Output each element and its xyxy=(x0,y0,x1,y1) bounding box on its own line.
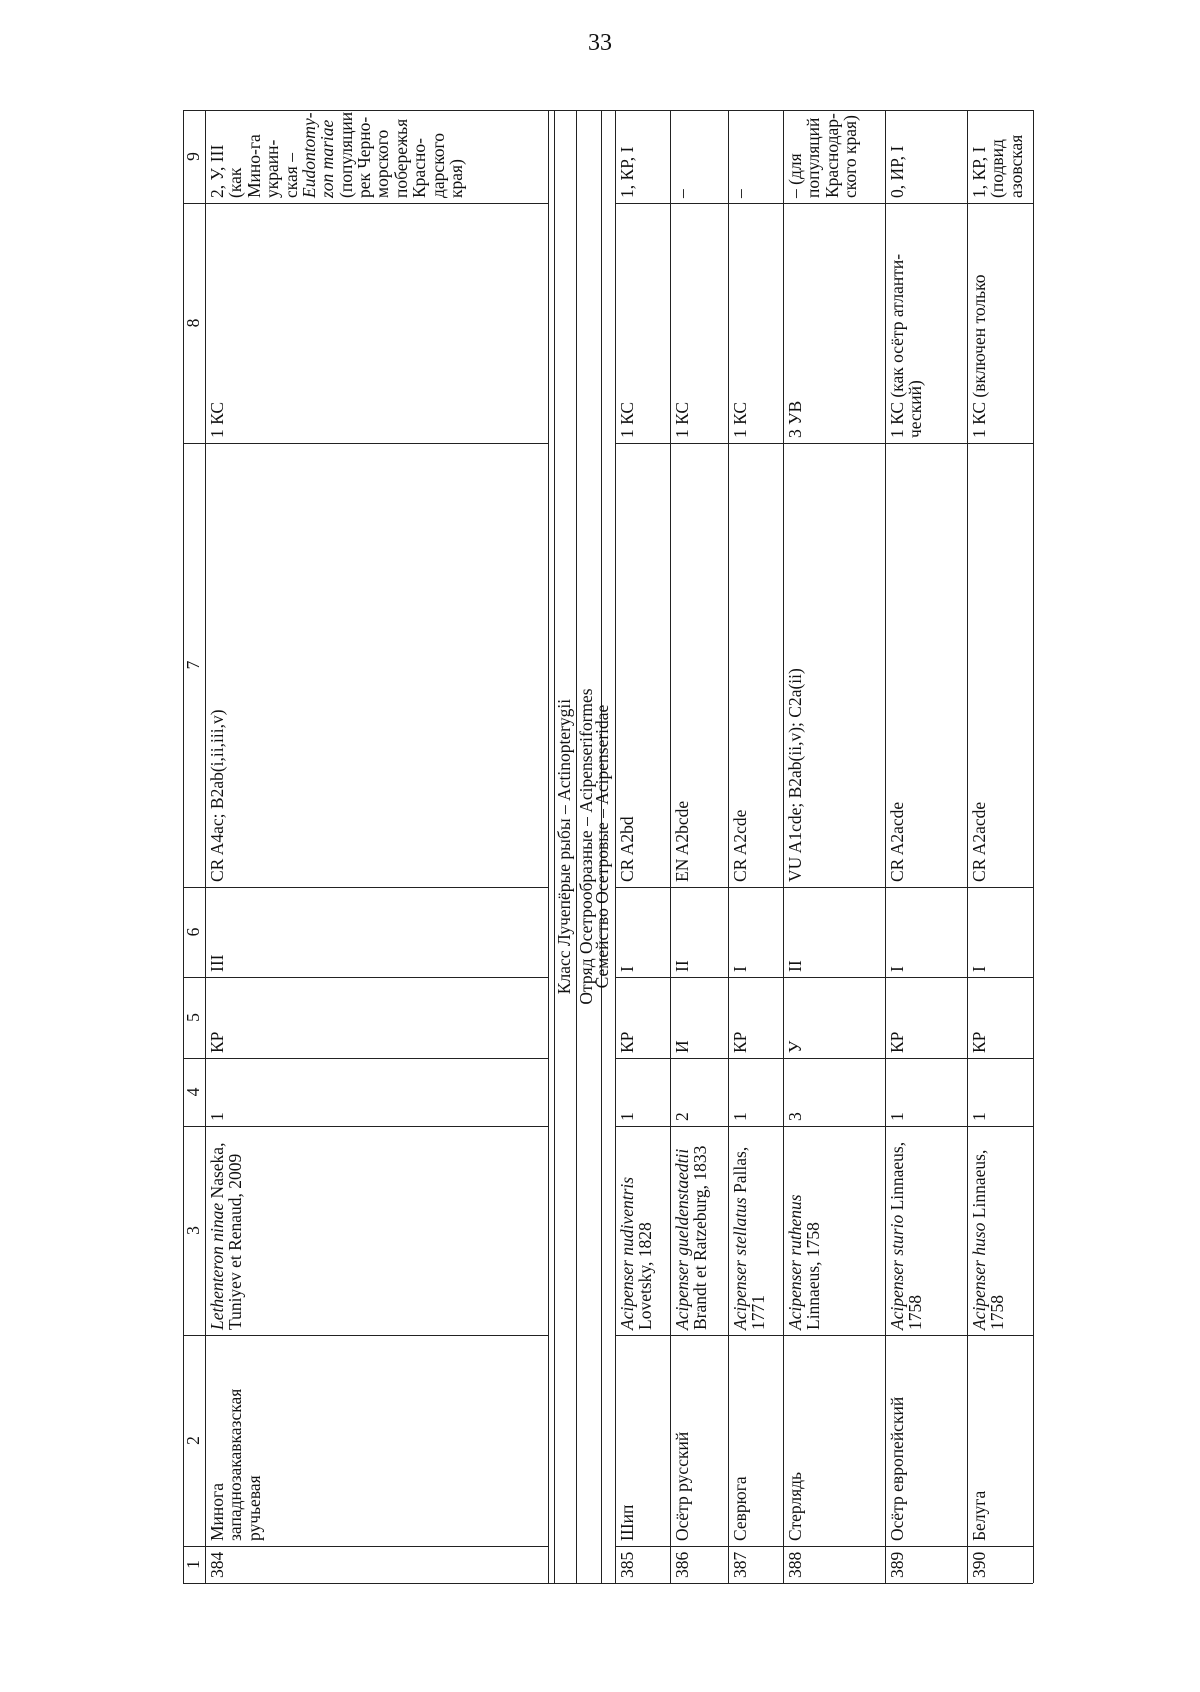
header-cell: 8 xyxy=(183,318,203,328)
row-388-cell: Стерлядь xyxy=(785,1471,805,1541)
row-389-cell: 0, ИР, I xyxy=(887,145,907,198)
header-cell: 7 xyxy=(183,660,203,670)
row-390-cell: Acipenser huso Linnaeus, 1758 xyxy=(969,1149,1008,1330)
row-390-cell: 1 КС (включен только xyxy=(969,274,989,438)
row-385-cell: Acipenser nudiventris Lovetsky, 1828 xyxy=(617,1176,656,1330)
row-388-cell: 3 УВ xyxy=(785,400,805,438)
row-387-cell: Acipenser stellatus Pallas, 1771 xyxy=(730,1146,769,1330)
row-390-cell: 1 xyxy=(969,1112,989,1121)
row-386-cell: 1 КС xyxy=(672,401,692,438)
row-390-cell: КР xyxy=(969,1031,989,1053)
row-388-cell: 3 xyxy=(785,1112,805,1121)
row-385-cell: CR A2bd xyxy=(617,816,637,882)
header-cell: 2 xyxy=(183,1436,203,1445)
row-385-cell: Шип xyxy=(617,1504,637,1541)
row-384-cell: Lethenteron ninae Naseka, Tuniyev et Renaud, 2009 xyxy=(207,1142,246,1330)
row-387-cell: – xyxy=(730,189,750,198)
row-384-cell: III xyxy=(207,954,227,972)
row-386-cell: Осётр русский xyxy=(672,1431,692,1541)
row-384-cell: CR A4ac; B2ab(i,ii,iii,v) xyxy=(207,709,227,882)
order-heading: Отряд Осетрообразные – Acipenseriformes xyxy=(576,688,596,1005)
row-389-cell: CR A2acde xyxy=(887,801,907,882)
row-387-cell: 1 xyxy=(730,1112,750,1121)
row-387-cell: 387 xyxy=(730,1551,750,1578)
row-386-cell: II xyxy=(672,960,692,972)
row-390-cell: CR A2acde xyxy=(969,801,989,882)
row-384-cell: 2, У, III (как Мино-га украин-ская – Eudontomy-zon mariae (популяции рек Черно-морского побережья Красно-дарского края) xyxy=(207,111,466,198)
header-cell: 4 xyxy=(183,1087,203,1097)
page-number: 33 xyxy=(588,30,612,56)
row-389-cell: 1 xyxy=(887,1112,907,1121)
row-388-cell: VU A1cde; B2ab(ii,v); C2a(ii) xyxy=(785,668,805,882)
row-389-cell: 1 КС (как осётр атланти-ческий) xyxy=(887,253,926,438)
row-389-cell: Осётр европейский xyxy=(887,1396,907,1541)
header-cell: 6 xyxy=(183,927,203,937)
row-386-cell: 386 xyxy=(672,1551,692,1578)
row-384-cell: КР xyxy=(207,1031,227,1053)
table-rule xyxy=(183,1583,1033,1584)
row-387-cell: Севрюга xyxy=(730,1476,750,1541)
row-388-cell: У xyxy=(785,1040,805,1053)
row-387-cell: I xyxy=(730,966,750,972)
header-cell: 3 xyxy=(183,1226,203,1235)
row-390-cell: I xyxy=(969,966,989,972)
row-386-cell: 2 xyxy=(672,1112,692,1121)
row-389-cell: I xyxy=(887,966,907,972)
row-390-cell: Белуга xyxy=(969,1490,989,1541)
row-386-cell: И xyxy=(672,1040,692,1053)
header-cell: 9 xyxy=(183,152,203,161)
row-384-cell: 384 xyxy=(207,1551,227,1578)
row-387-cell: CR A2cde xyxy=(730,809,750,882)
row-388-cell: – (для популяций Краснодар-ского края) xyxy=(785,113,861,198)
row-390-cell: 390 xyxy=(969,1551,989,1578)
row-389-cell: 389 xyxy=(887,1551,907,1578)
row-387-cell: 1 КС xyxy=(730,401,750,438)
class-heading: Класс Лучепёрые рыбы – Actinopterygii xyxy=(554,698,574,995)
table-sheet xyxy=(183,110,1033,1583)
family-heading: Семейство Осетровые – Acipenseridae xyxy=(592,704,612,989)
table-rule xyxy=(548,110,549,1583)
row-389-cell: КР xyxy=(887,1031,907,1053)
row-388-cell: II xyxy=(785,960,805,972)
row-385-cell: 1, КР, I xyxy=(617,146,637,198)
row-385-cell: 1 xyxy=(617,1112,637,1121)
row-386-cell: – xyxy=(672,189,692,198)
header-cell: 1 xyxy=(183,1560,203,1569)
row-385-cell: 1 КС xyxy=(617,401,637,438)
header-cell: 5 xyxy=(183,1013,203,1022)
row-386-cell: Acipenser gueldenstaedtii Brandt et Ratzeburg, 1833 xyxy=(672,1145,711,1330)
row-389-cell: Acipenser sturio Linnaeus, 1758 xyxy=(887,1141,926,1330)
row-388-cell: Acipenser ruthenus Linnaeus, 1758 xyxy=(785,1194,824,1330)
row-384-cell: 1 КС xyxy=(207,401,227,438)
row-387-cell: КР xyxy=(730,1031,750,1053)
row-385-cell: 385 xyxy=(617,1551,637,1578)
row-384-cell: Минога западнозакавказская ручьевая xyxy=(207,1388,264,1541)
row-386-cell: EN A2bcde xyxy=(672,800,692,882)
table-rule xyxy=(1033,110,1034,1583)
row-390-cell: 1, КР, I (подвид азовская xyxy=(969,134,1026,198)
row-385-cell: КР xyxy=(617,1031,637,1053)
row-384-cell: 1 xyxy=(207,1112,227,1121)
row-388-cell: 388 xyxy=(785,1551,805,1578)
row-385-cell: I xyxy=(617,966,637,972)
